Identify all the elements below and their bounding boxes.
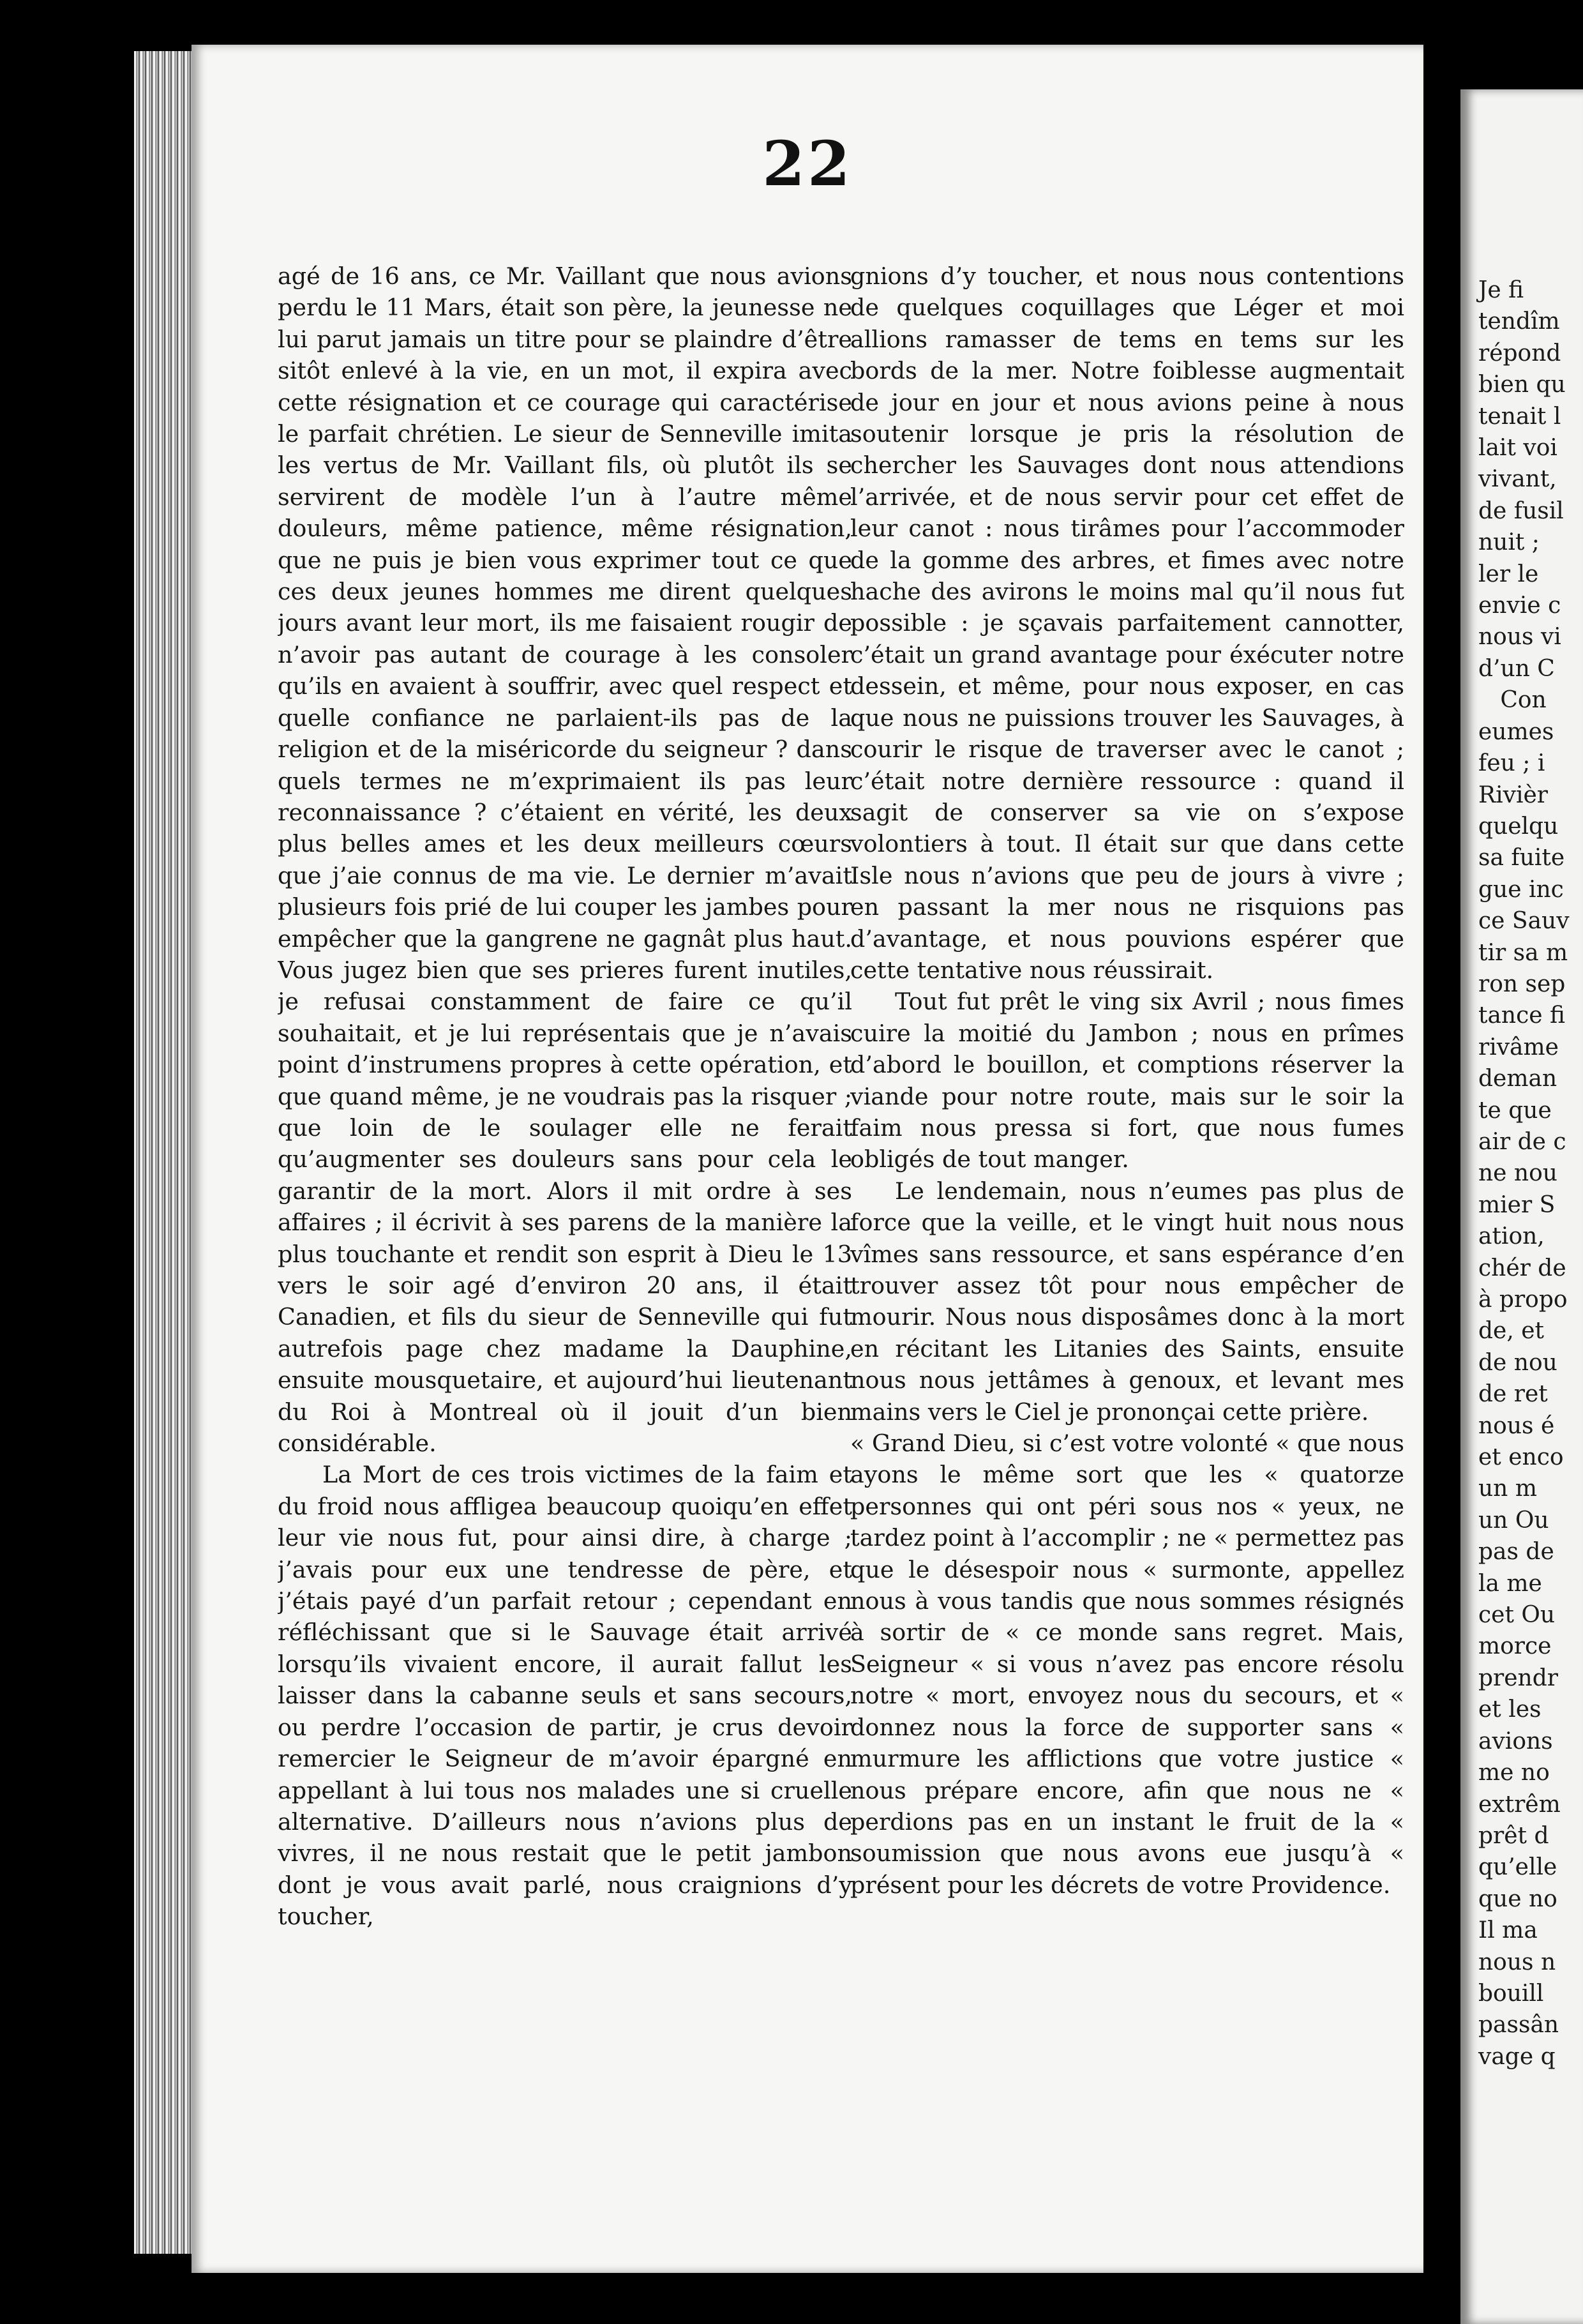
left-column [278,260,852,2112]
facing-page-edge [1460,89,1583,2324]
paragraph: Le lendemain, nous n’eumes pas plus de force que la veille, et le vingt huit nous nous vîmes sans ressource, et sans espérance d’en trouver assez tôt pour nous empêcher de mourir. Nous nous disposâmes donc à la mort en récitant les Litanies des Saints, ensuite nous nous jettâmes à genoux, et levant mes mains vers le Ciel je prononçai cette prière. [850,1177,1404,1426]
prayer-quote: « Grand Dieu, si c’est votre volonté « que nous ayons le même sort que les « quatorze personnes qui ont péri sous nos « yeux, ne tardez point à l’accomplir ; ne « permettez pas que le désespoir nous « surmonte, appellez nous à vous tandis que nous sommes résignés à sortir de « ce monde sans regret. Mais, Seigneur « si vous n’avez pas encore résolu notre « mort, envoyez nous du secours, et « donnez nous la force de supporter sans « murmure les afflictions que votre justice « nous prépare encore, afin que nous ne « perdions pas en un instant le fruit de la « soumission que nous avons eue jusqu’à « présent pour les décrets de votre Providence. [850,1430,1404,1899]
page-stack-edge [134,51,191,2254]
paragraph: gnions d’y toucher, et nous nous contentions de quelques coquillages que Léger et moi allions ramasser de tems en tems sur les bords de la mer. Notre foiblesse augmentait de jour en jour et nous avions peine à nous soutenir lorsque je pris la résolution de chercher les Sauvages dont nous attendions l’arrivée, et de nous servir pour cet effet de leur canot : nous tirâmes pour l’accommoder de la gomme des arbres, et fimes avec notre hache des avirons le moins mal qu’il nous fut possible : je sçavais parfaitement cannotter, c’était un grand avantage pour éxécuter notre dessein, et même, pour nous exposer, en cas que nous ne puissions trouver les Sauvages, à courir le risque de traverser avec le canot ; c’était notre dernière ressource : quand il sagit de conserver sa vie on s’expose volontiers à tout. Il était sur que dans cette Isle nous n’avions que peu de jours à vivre ; en passant la mer nous ne risquions pas d’avantage, et nous pouvions espérer que cette tentative nous réussirait. [850,262,1404,984]
facing-page-text: Je fi tendîm répond bien qu tenait l lait voi vivant, de fusil nuit ; ler le envie c nous vi d’un C Con eumes feu ; i Rivièr quelqu sa fuite gue inc ce Sauv tir sa m ron sep tance fi rivâme deman te que air de c ne nou mier S ation, chér de à propo de, et de nou de ret nous é et enco un m un Ou pas de la me cet Ou morce prendr et les avions me no extrêm prêt d qu’elle que no Il ma nous n bouill passân vage q [1478,277,1570,2070]
book-page [191,45,1423,2273]
page-number: 22 [762,128,853,200]
paragraph: agé de 16 ans, ce Mr. Vaillant que nous avions perdu le 11 Mars, était son père, la jeunesse ne lui parut jamais un titre pour se plaindre d’être sitôt enlevé à la vie, en un mot, il expira avec cette résignation et ce courage qui caractérise le parfait chrétien. Le sieur de Senneville imita les vertus de Mr. Vaillant fils, où plutôt ils se servirent de modèle l’un à l’autre même douleurs, même patience, même résignation, que ne puis je bien vous exprimer tout ce que ces deux jeunes hommes me dirent quelques jours avant leur mort, ils me faisaient rougir de n’avoir pas autant de courage à les consoler qu’ils en avaient à souffrir, avec quel respect et quelle confiance ne parlaient-ils pas de la religion et de la miséricorde du seigneur ? dans quels termes ne m’exprimaient ils pas leur reconnaissance ? c’étaient en vérité, les deux plus belles ames et les deux meilleurs cœurs que j’aie connus de ma vie. Le dernier m’avait plusieurs fois prié de lui couper les jambes pour empêcher que la gangrene ne gagnât plus haut. Vous jugez bien que ses prieres furent inutiles, je refusai constamment de faire ce qu’il souhaitait, et je lui représentais que je n’avais point d’instrumens propres à cette opération, et que quand même, je ne voudrais pas la risquer ; que loin de le soulager elle ne ferait qu’augmenter ses douleurs sans pour cela le garantir de la mort. Alors il mit ordre à ses affaires ; il écrivit à ses parens de la manière la plus touchante et rendit son esprit à Dieu le 13 vers le soir agé d’environ 20 ans, il était Canadien, et fils du sieur de Senneville qui fut autrefois page chez madame la Dauphine, ensuite mousquetaire, et aujourd’hui lieutenant du Roi à Montreal où il jouit d’un bien considérable. [278,262,852,1458]
scan-gutter-left [0,0,185,2324]
paragraph: La Mort de ces trois victimes de la faim et du froid nous affligea beaucoup quoiqu’en effet leur vie nous fut, pour ainsi dire, à charge ; j’avais pour eux une tendresse de père, et j’étais payé d’un parfait retour ; cependant en réfléchissant que si le Sauvage était arrivé lorsqu’ils vivaient encore, il aurait fallut les laisser dans la cabanne seuls et sans secours, ou perdre l’occasion de partir, je crus devoir remercier le Seigneur de m’avoir épargné en appellant à lui tous nos malades une si cruelle alternative. D’ailleurs nous n’avions plus de vivres, il ne nous restait que le petit jambon dont je vous avait parlé, nous craignions d’y toucher, [278,1461,852,1931]
paragraph: Tout fut prêt le ving six Avril ; nous fimes cuire la moitié du Jambon ; nous en prîmes d’abord le bouillon, et comptions réserver la viande pour notre route, mais sur le soir la faim nous pressa si fort, que nous fumes obligés de tout manger. [850,988,1404,1173]
right-column [850,260,1404,2112]
